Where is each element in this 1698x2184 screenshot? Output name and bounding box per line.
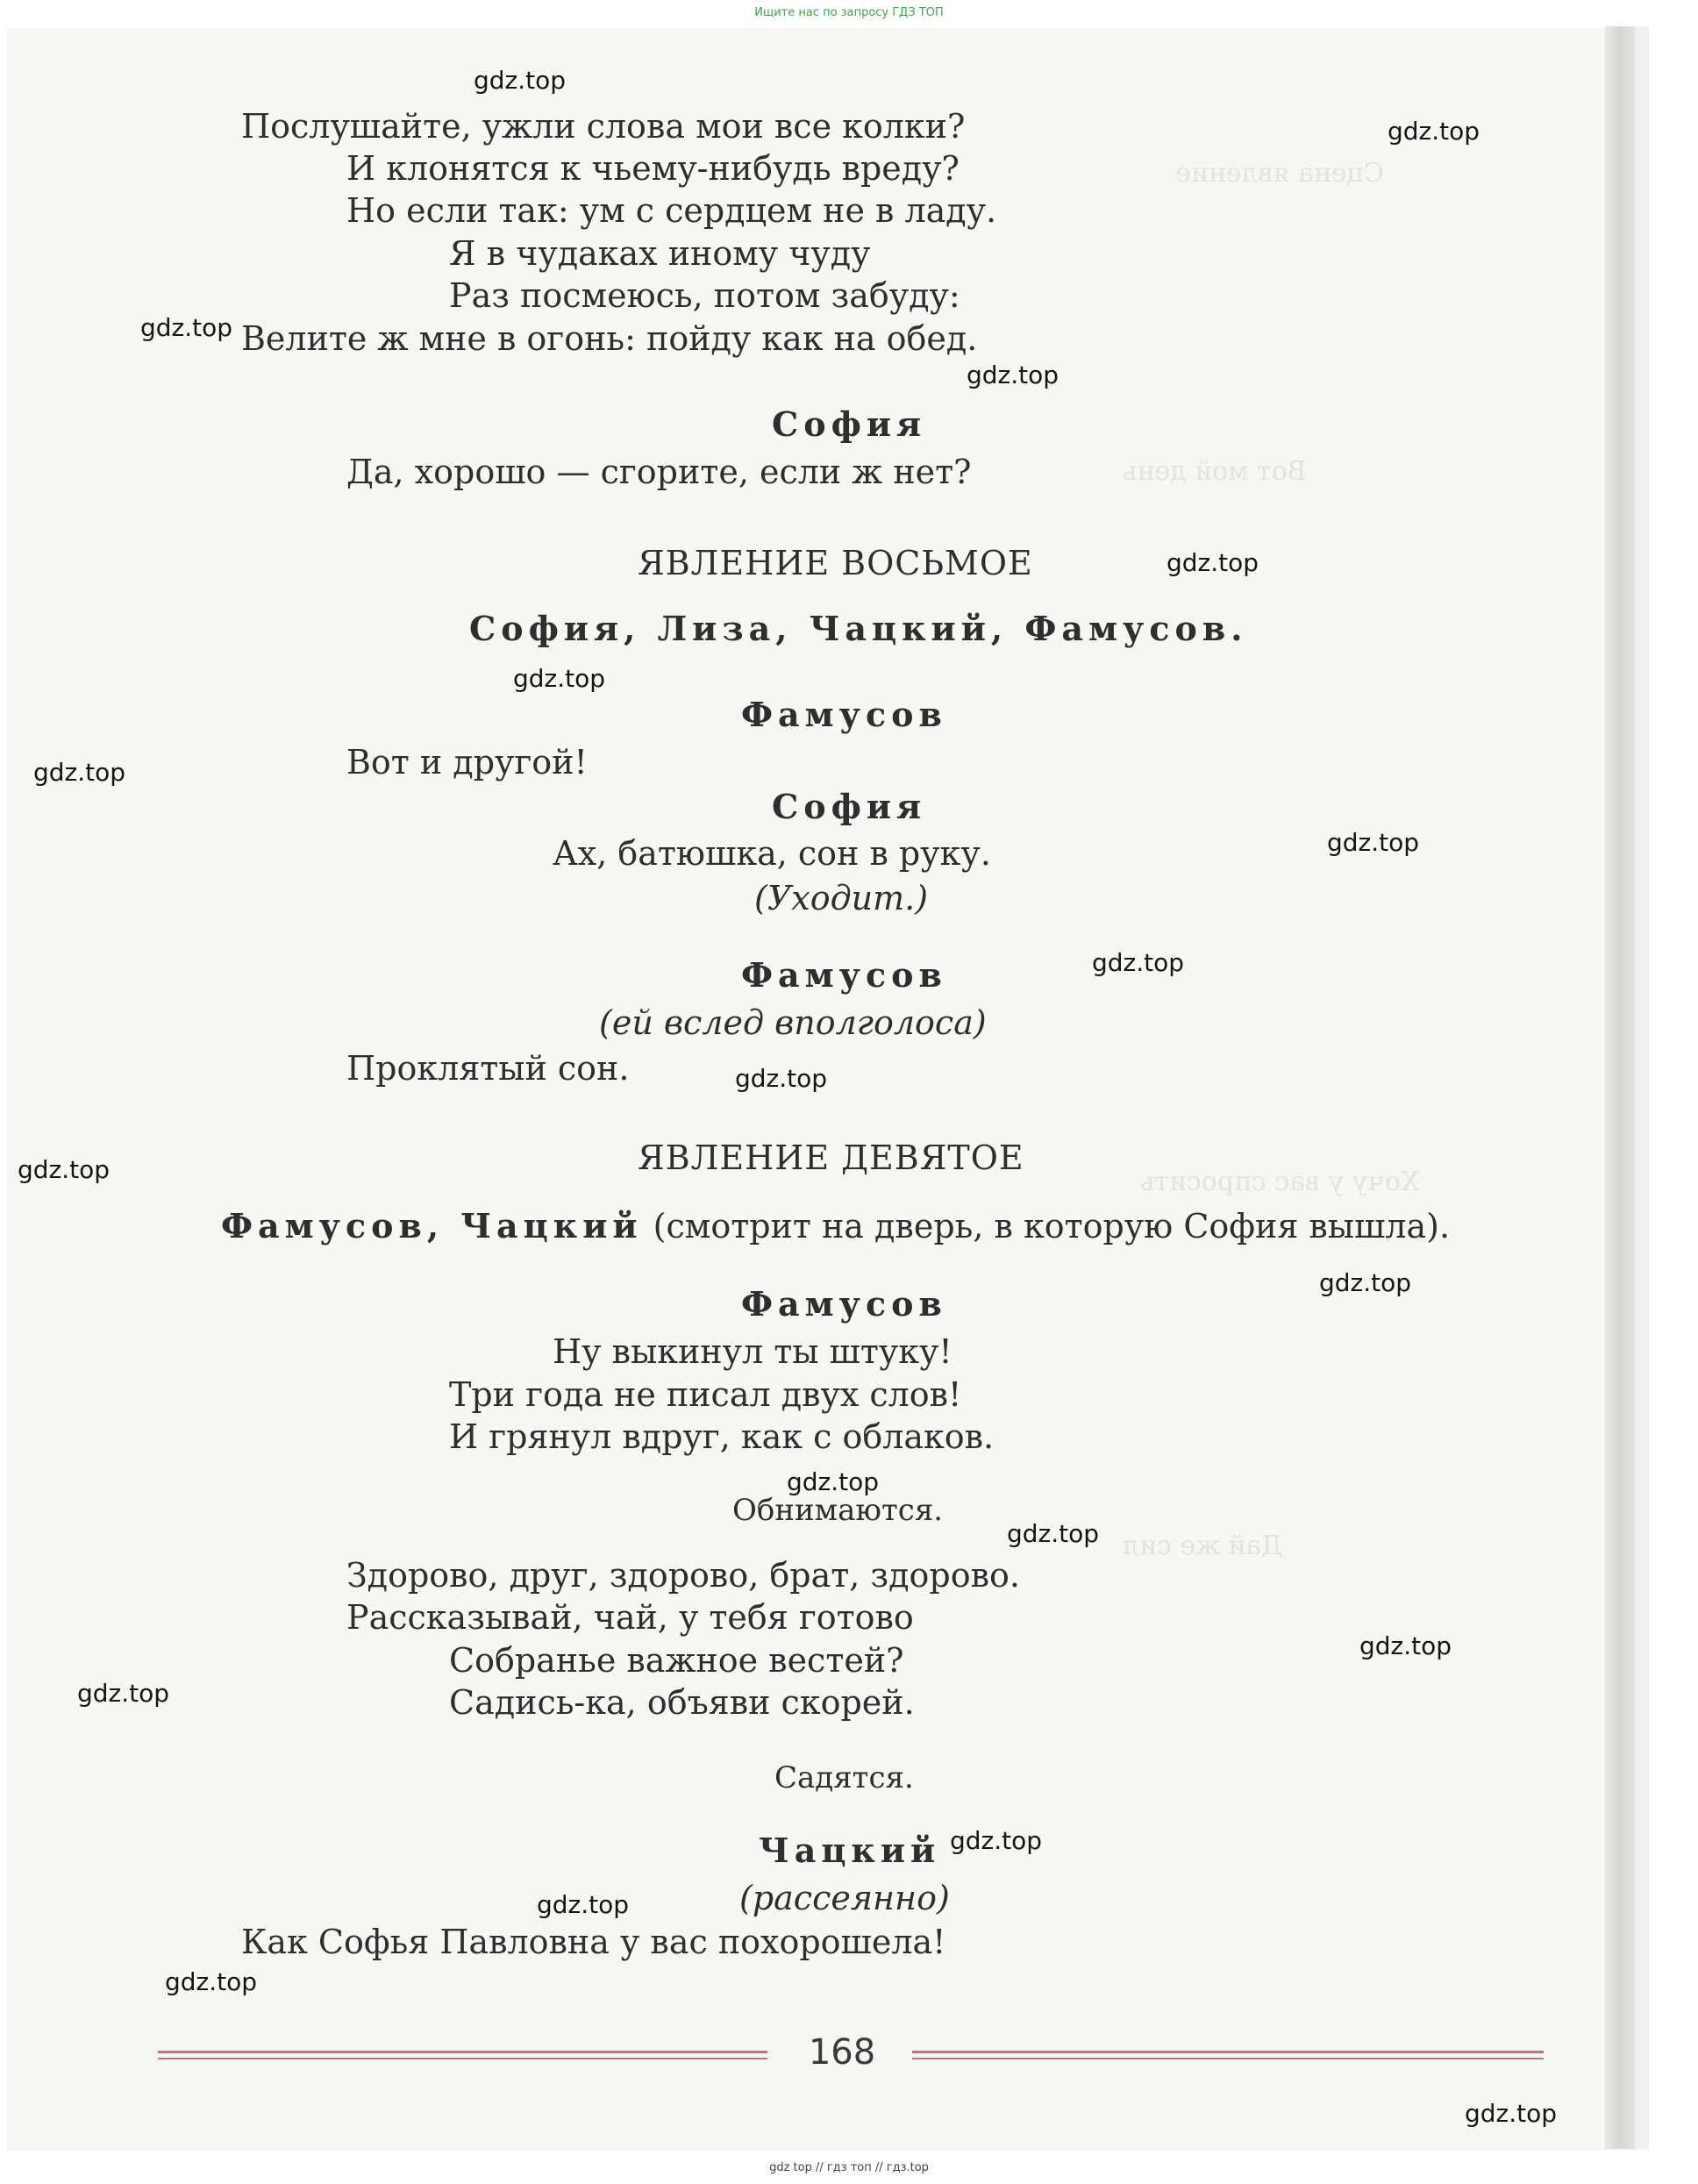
stage-direction: Обнимаются. bbox=[732, 1493, 944, 1528]
speaker-name: София bbox=[772, 404, 927, 444]
watermark: gdz.top bbox=[1327, 828, 1420, 857]
site-header-note[interactable]: Ищите нас по запросу ГДЗ ТОП bbox=[754, 6, 944, 19]
watermark: gdz.top bbox=[537, 1890, 630, 1919]
stage-direction: (рассеянно) bbox=[739, 1879, 950, 1917]
speaker-name: Чацкий bbox=[759, 1831, 941, 1870]
scene-heading: ЯВЛЕНИЕ ДЕВЯТОЕ bbox=[638, 1138, 1024, 1177]
watermark: gdz.top bbox=[1007, 1519, 1100, 1548]
watermark: gdz.top bbox=[165, 1967, 258, 1996]
verse-line: Я в чудаках иному чуду bbox=[449, 234, 871, 273]
watermark: gdz.top bbox=[1092, 948, 1185, 977]
watermark: gdz.top bbox=[1359, 1631, 1452, 1660]
speaker-name: София bbox=[772, 787, 927, 826]
verse-line: Собранье важное вестей? bbox=[449, 1641, 904, 1680]
watermark: gdz.top bbox=[33, 758, 126, 787]
page-number: 168 bbox=[808, 2032, 876, 2073]
watermark: gdz.top bbox=[1388, 117, 1480, 146]
speaker-name: Фамусов bbox=[741, 695, 947, 734]
speaker-name: Фамусов bbox=[741, 1284, 947, 1324]
verse-line: Да, хорошо — сгорите, если ж нет? bbox=[346, 453, 972, 491]
watermark: gdz.top bbox=[950, 1826, 1043, 1855]
scene-cast-names: Фамусов, Чацкий bbox=[221, 1206, 643, 1245]
verse-line: Ах, батюшка, сон в руку. bbox=[553, 834, 991, 873]
bleed-through-text: Вот мой день bbox=[1123, 456, 1307, 487]
watermark: gdz.top bbox=[140, 313, 233, 342]
verse-line: Садись-ка, объяви скорей. bbox=[449, 1683, 915, 1722]
stage-direction: Садятся. bbox=[774, 1760, 914, 1795]
verse-line: Но если так: ум с сердцем не в ладу. bbox=[346, 191, 997, 230]
watermark: gdz.top bbox=[513, 664, 606, 693]
speaker-name: Фамусов bbox=[741, 955, 947, 995]
verse-line: Ну выкинул ты штуку! bbox=[553, 1332, 952, 1371]
verse-line: Рассказывай, чай, у тебя готово bbox=[346, 1598, 914, 1637]
scene-cast-direction: (смотрит на дверь, в которую София вышла). bbox=[653, 1207, 1451, 1245]
footer-rule-right bbox=[912, 2051, 1544, 2059]
stage-direction: (ей вслед вполголоса) bbox=[599, 1003, 987, 1042]
page-edge bbox=[1635, 26, 1649, 2149]
watermark: gdz.top bbox=[735, 1064, 828, 1093]
scene-cast: София, Лиза, Чацкий, Фамусов. bbox=[469, 609, 1248, 648]
verse-line: Послушайте, ужли слова мои все колки? bbox=[241, 107, 966, 146]
stage-direction: (Уходит.) bbox=[754, 879, 929, 917]
watermark: gdz.top bbox=[474, 66, 567, 95]
verse-line: Велите ж мне в огонь: пойду как на обед. bbox=[241, 319, 978, 358]
bleed-through-text: Дай же сил bbox=[1123, 1531, 1283, 1561]
verse-line: Как Софья Павловна у вас похорошела! bbox=[241, 1923, 946, 1961]
watermark: gdz.top bbox=[1319, 1268, 1412, 1297]
watermark: gdz.top bbox=[18, 1155, 111, 1184]
verse-line: Здорово, друг, здорово, брат, здорово. bbox=[346, 1556, 1020, 1595]
verse-line: Вот и другой! bbox=[346, 743, 588, 782]
footer-rule-left bbox=[158, 2051, 767, 2059]
verse-line: И грянул вдруг, как с облаков. bbox=[449, 1417, 995, 1456]
bleed-through-text: Сцена явление bbox=[1175, 158, 1384, 189]
verse-line: Раз посмеюсь, потом забуду: bbox=[449, 276, 960, 315]
verse-line: Три года не писал двух слов! bbox=[449, 1375, 962, 1414]
scene-cast bbox=[221, 1207, 1450, 1245]
verse-line: И клонятся к чьему-нибудь вреду? bbox=[346, 149, 960, 188]
bleed-through-text: Хочу у вас спросить bbox=[1140, 1167, 1420, 1197]
page-spine-shadow bbox=[1605, 26, 1635, 2149]
watermark: gdz.top bbox=[77, 1679, 170, 1708]
scene-heading: ЯВЛЕНИЕ ВОСЬМОЕ bbox=[638, 544, 1033, 582]
watermark: gdz.top bbox=[787, 1467, 880, 1496]
watermark: gdz.top bbox=[1465, 2099, 1558, 2128]
site-footer-note[interactable]: gdz top // гдз топ // гдз.top bbox=[769, 2161, 929, 2174]
watermark: gdz.top bbox=[1166, 548, 1259, 577]
verse-line: Проклятый сон. bbox=[346, 1049, 630, 1088]
watermark: gdz.top bbox=[967, 360, 1059, 389]
